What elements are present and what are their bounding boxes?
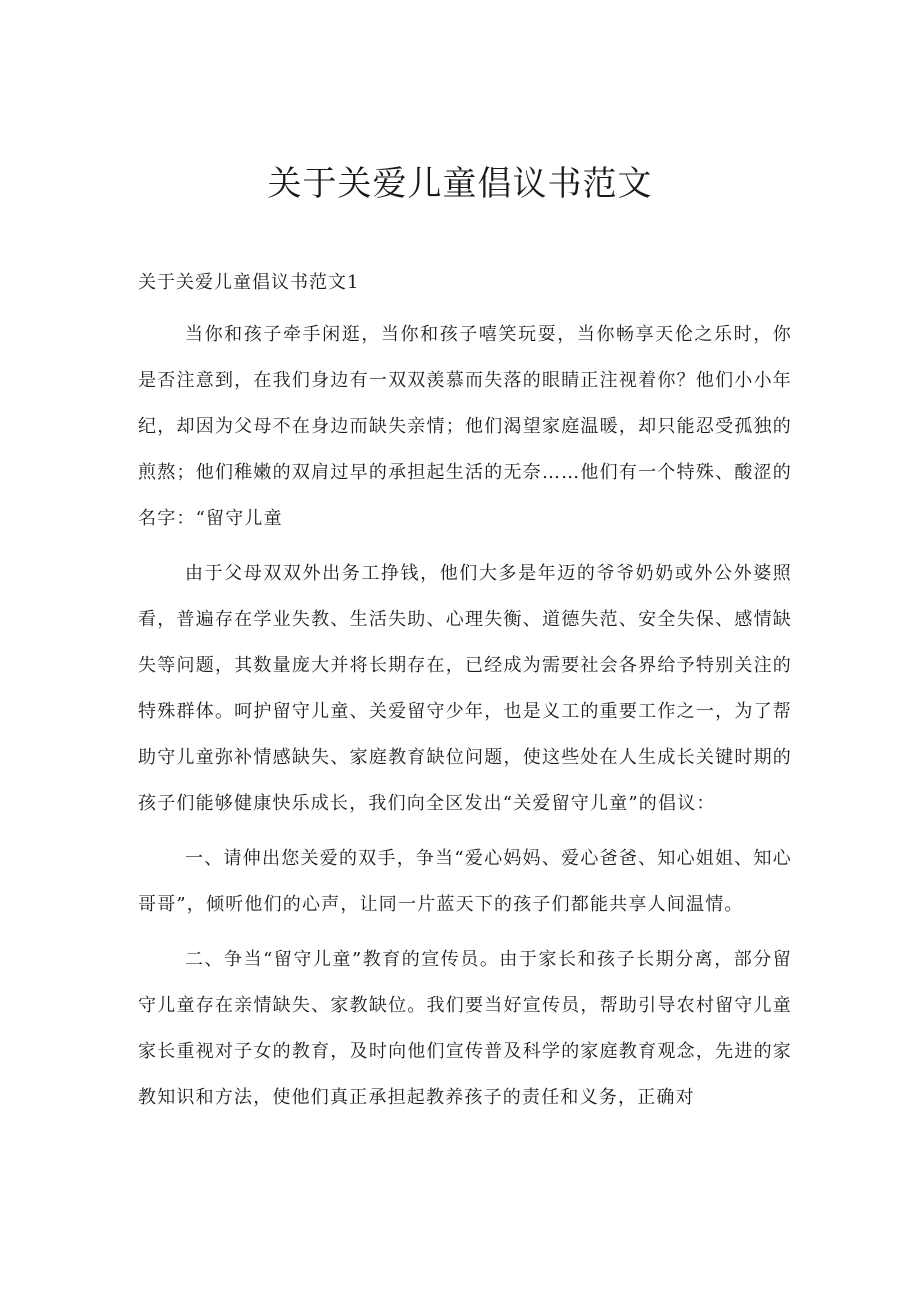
document-title: 关于关爱儿童倡议书范文 [267,164,653,204]
paragraph-4: 二、争当“留守儿童”教育的宣传员。由于家长和孩子长期分离，部分留守儿童存在亲情缺失、家教缺位。我们要当好宣传员，帮助引导农村留守儿童家长重视对子女的教育，及时向他们宣传普及科学的家庭教育观念，先进的家教知识和方法，使他们真正承担起教养孩子的责任和义务，正确对 [138,949,792,1108]
document-body [138,312,792,1130]
paragraph-3: 一、请伸出您关爱的双手，争当“爱心妈妈、爱心爸爸、知心姐姐、知心哥哥”，倾听他们的心声，让同一片蓝天下的孩子们都能共享人间温情。 [138,848,792,915]
paragraph-2: 由于父母双双外出务工挣钱，他们大多是年迈的爷爷奶奶或外公外婆照看，普遍存在学业失教、生活失助、心理失衡、道德失范、安全失保、感情缺失等问题，其数量庞大并将长期存在，已经成为需要社会各界给予特别关注的特殊群体。呵护留守儿童、关爱留守少年，也是义工的重要工作之一，为了帮助守儿童弥补情感缺失、家庭教育缺位问题，使这些处在人生成长关键时期的孩子们能够健康快乐成长，我们向全区发出“关爱留守儿童”的倡议： [138,563,792,814]
document-subtitle: 关于关爱儿童倡议书范文1 [138,272,360,293]
paragraph-1: 当你和孩子牵手闲逛，当你和孩子嘻笑玩耍，当你畅享天伦之乐时，你是否注意到，在我们身边有一双双羡慕而失落的眼睛正注视着你？他们小小年纪，却因为父母不在身边而缺失亲情；他们渴望家庭温暖，却只能忍受孤独的煎熬；他们稚嫩的双肩过早的承担起生活的无奈……他们有一个特殊、酸涩的名字：“留守儿童 [138,324,792,529]
